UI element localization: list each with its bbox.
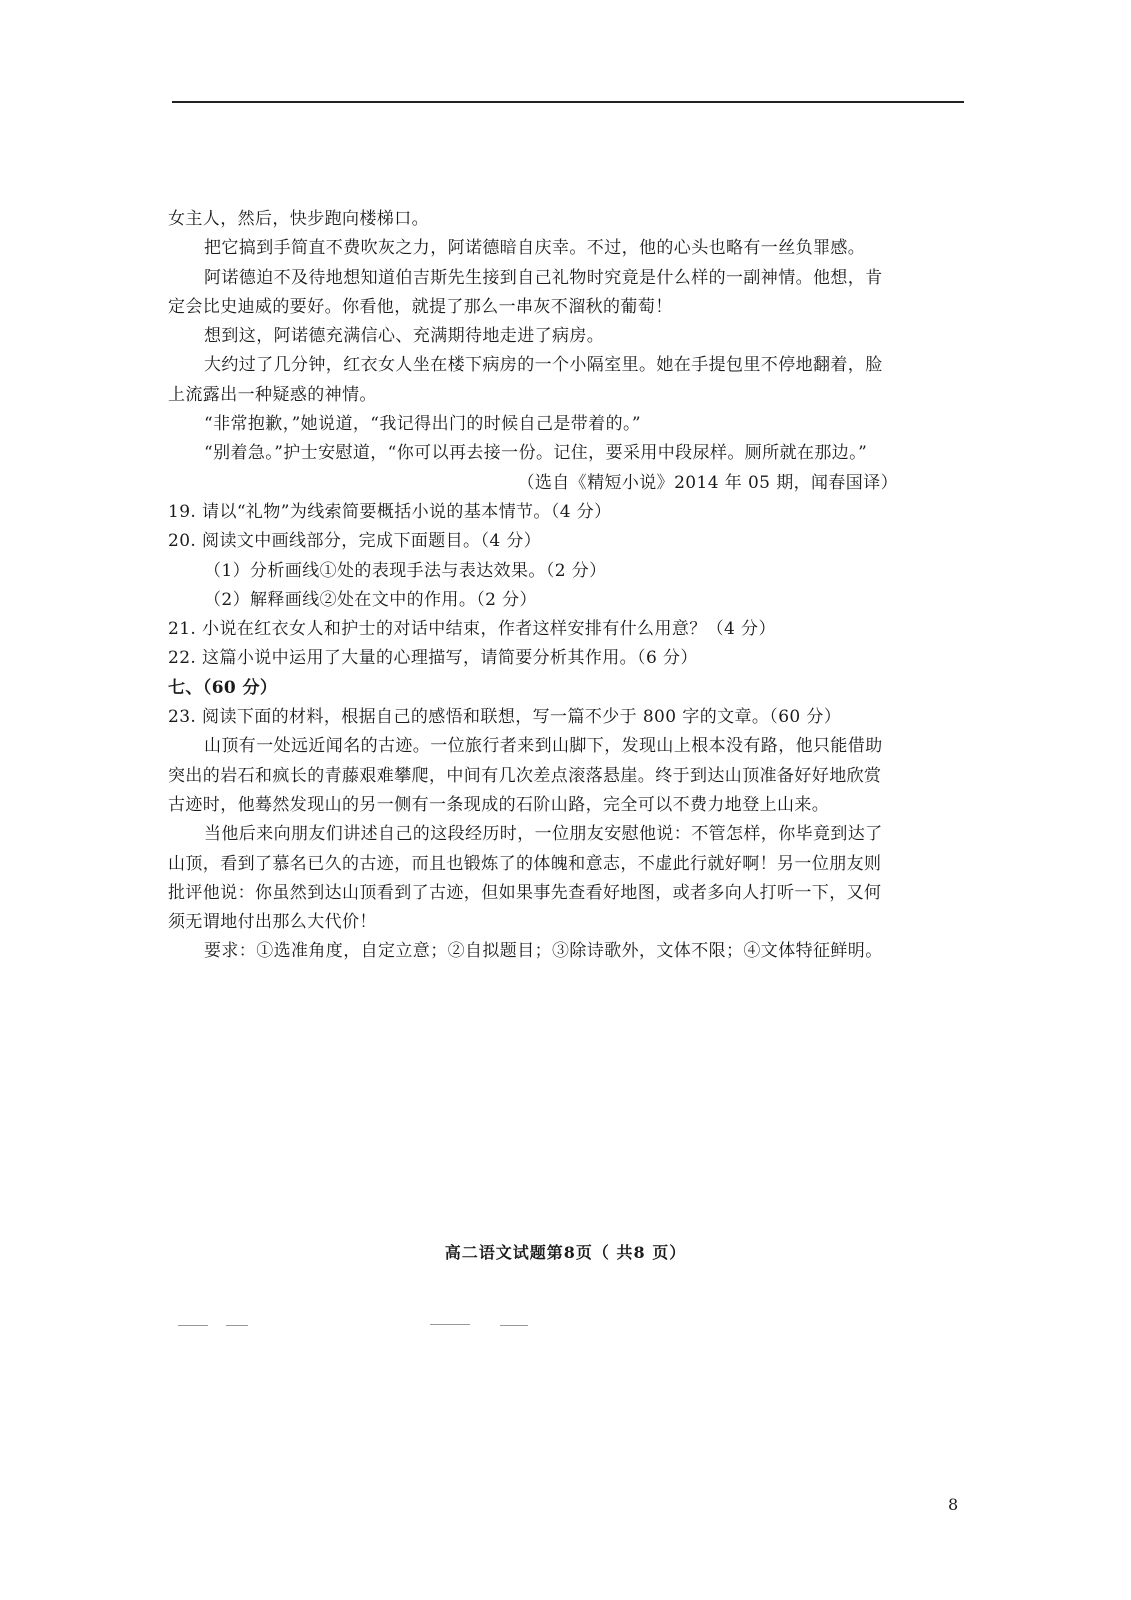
story-paragraph: 把它搞到手简直不费吹灰之力，阿诺德暗自庆幸。不过，他的心头也略有一丝负罪感。 bbox=[204, 238, 866, 259]
scan-speck bbox=[226, 1325, 248, 1326]
question-20-sub-2: （2）解释画线②处在文中的作用。（2 分） bbox=[204, 589, 537, 610]
header-rule bbox=[172, 101, 964, 103]
essay-requirements: 要求：①选准角度，自定立意；②自拟题目；③除诗歌外，文体不限；④文体特征鲜明。 bbox=[204, 941, 883, 962]
question-19: 19. 请以“礼物”为线索简要概括小说的基本情节。（4 分） bbox=[168, 501, 612, 522]
question-23: 23. 阅读下面的材料，根据自己的感悟和联想，写一篇不少于 800 字的文章。（60 分） bbox=[168, 707, 842, 728]
story-paragraph: 大约过了几分钟，红衣女人坐在楼下病房的一个小隔室里。她在手提包里不停地翻着，脸上流露出一种疑惑的神情。 bbox=[168, 355, 883, 405]
story-paragraph: “非常抱歉，”她说道，“我记得出门的时候自己是带着的。” bbox=[204, 414, 641, 435]
story-paragraph: 阿诺德迫不及待地想知道伯吉斯先生接到自己礼物时究竟是什么样的一副神情。他想，肯定会比史迪威的要好。你看他，就提了那么一串灰不溜秋的葡萄！ bbox=[168, 267, 883, 317]
page-content bbox=[168, 205, 898, 967]
story-paragraph: “别着急。”护士安慰道，“你可以再去接一份。记住，要采用中段尿样。厕所就在那边。” bbox=[204, 443, 868, 464]
page-number: 8 bbox=[948, 1495, 959, 1514]
scan-speck bbox=[430, 1324, 470, 1325]
question-21: 21. 小说在红衣女人和护士的对话中结束，作者这样安排有什么用意？（4 分） bbox=[168, 619, 776, 640]
story-source: （选自《精短小说》2014 年 05 期，闻春国译） bbox=[517, 472, 898, 493]
page-footer-title: 高二语文试题第8页（ 共8 页） bbox=[444, 1243, 687, 1262]
story-paragraph: 想到这，阿诺德充满信心、充满期待地走进了病房。 bbox=[204, 326, 605, 347]
essay-material: 当他后来向朋友们讲述自己的这段经历时，一位朋友安慰他说：不管怎样，你毕竟到达了山顶，看到了慕名已久的古迹，而且也锻炼了的体魄和意志，不虚此行就好啊！另一位朋友则批评他说：你虽然到达山顶看到了古迹，但如果事先查看好地图，或者多向人打听一下，又何须无谓地付出那么大代价！ bbox=[168, 824, 883, 933]
section-heading: 七、（60 分） bbox=[168, 677, 278, 698]
essay-material: 山顶有一处远近闻名的古迹。一位旅行者来到山脚下，发现山上根本没有路，他只能借助突出的岩石和疯长的青藤艰难攀爬，中间有几次差点滚落悬崖。终于到达山顶准备好好地欣赏古迹时，他蓦然发现山的另一侧有一条现成的石阶山路，完全可以不费力地登上山来。 bbox=[168, 736, 883, 815]
question-20-sub-1: （1）分析画线①处的表现手法与表达效果。（2 分） bbox=[204, 560, 607, 581]
story-paragraph: 女主人，然后，快步跑向楼梯口。 bbox=[168, 209, 429, 229]
question-22: 22. 这篇小说中运用了大量的心理描写，请简要分析其作用。（6 分） bbox=[168, 648, 698, 669]
scan-speck bbox=[500, 1325, 528, 1326]
question-20: 20. 阅读文中画线部分，完成下面题目。（4 分） bbox=[168, 531, 542, 552]
scan-speck bbox=[178, 1325, 208, 1326]
